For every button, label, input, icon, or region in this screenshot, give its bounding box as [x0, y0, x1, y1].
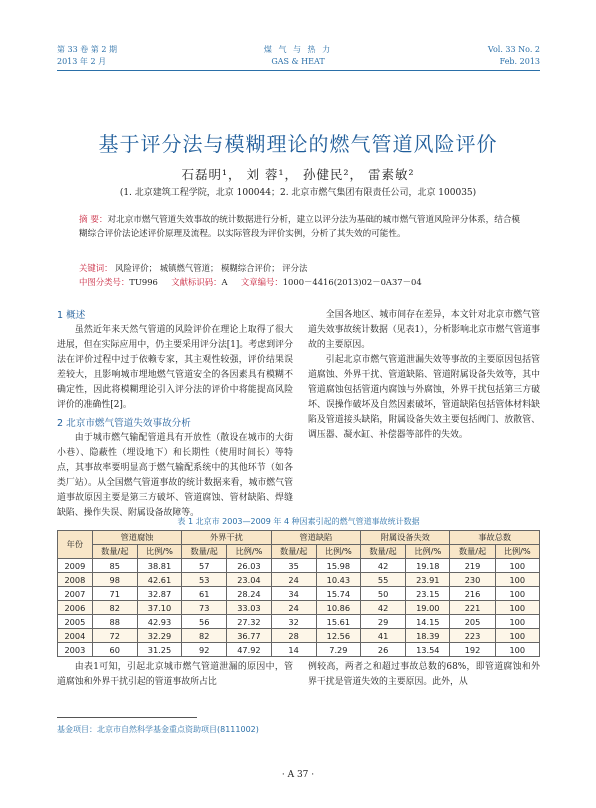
- table-cell: 41: [361, 629, 406, 643]
- table-cell: 14.15: [406, 615, 450, 629]
- page-number: · A 37 ·: [281, 770, 315, 780]
- table-row: [58, 615, 540, 629]
- volume-issue-en: Vol. 33 No. 2: [487, 45, 540, 54]
- table-cell: 15.74: [316, 587, 360, 601]
- table-cell: 27.32: [227, 615, 271, 629]
- section-1-paragraph: 虽然近年来天然气管道的风险评价在理论上取得了很大进展，但在实际应用中，仍主要采用评分法[1]。考虑到评分法在评价过程中过于依赖专家，其主观性较强，评价结果误差较大，且影响城市埋地燃气管道安全的各因素具有模糊不确定性，因此将模糊理论引入评分法的评价中将能提高风险评价的准确性[2]。: [57, 325, 293, 410]
- header-rule: [57, 70, 540, 71]
- section-2-paragraph-3: 引起北京市燃气管道泄漏失效等事故的主要原因包括管道腐蚀、外界干扰、管道缺陷、管道附属设备失效等，其中管道腐蚀包括管道内腐蚀与外腐蚀，外界干扰包括第三方破坏、误操作破坏及自然因素破坏，管道缺陷包括管体材料缺陷及管道接头缺陷，附属设备失效主要包括阀门、放散管、调压器、凝水缸、补偿器等部件的失效。: [308, 355, 540, 440]
- table-cell: 98: [92, 573, 137, 587]
- section-2-paragraph-2: 全国各地区、城市间存在差异，本文针对北京市燃气管道失效事故统计数据（见表1），分析影响北京市燃气管道事故的主要原因。: [308, 310, 540, 350]
- sub-header: 数量/起: [450, 545, 495, 559]
- table-cell: 29: [361, 615, 406, 629]
- funding-note: 基金项目：北京市自然科学基金重点资助项目(8111002): [57, 725, 259, 734]
- table-cell: 32.87: [137, 587, 181, 601]
- abstract: [79, 213, 524, 241]
- table-cell: 37.10: [137, 601, 181, 615]
- group-header: 外界干扰: [182, 531, 271, 545]
- keywords-label: 关键词：: [79, 263, 113, 273]
- table-cell: 23.04: [227, 573, 271, 587]
- date-en: Feb. 2013: [499, 57, 540, 66]
- table-cell: 12.56: [316, 629, 360, 643]
- sub-header: 数量/起: [271, 545, 316, 559]
- table-cell: 57: [182, 559, 227, 573]
- sub-header: 数量/起: [361, 545, 406, 559]
- table-cell: 73: [182, 601, 227, 615]
- article-title: 基于评分法与模糊理论的燃气管道风险评价: [98, 132, 498, 156]
- table-cell: 18.39: [406, 629, 450, 643]
- group-header: 管道缺陷: [271, 531, 360, 545]
- table-cell: 15.98: [316, 559, 360, 573]
- table-cell: 26.03: [227, 559, 271, 573]
- sub-header: 数量/起: [92, 545, 137, 559]
- volume-issue-cn: 第 33 卷 第 2 期: [57, 45, 117, 54]
- section-2-paragraph-1: 由于城市燃气输配管道具有开放性（散设在城市的大街小巷）、隐蔽性（埋设地下）和长期性（使用时间长）等特点，其事故率要明显高于燃气输配系统中的其他环节（如各类厂站）。从全国燃气管道事故的统计数据来看，城市燃气管道事故原因主要是第三方破坏、管道腐蚀、管材缺陷、焊缝缺陷、操作失误、附属设备故障等。: [57, 433, 293, 518]
- sub-header: 比例/%: [495, 545, 539, 559]
- abstract-label: 摘 要：: [79, 215, 108, 225]
- group-header: 附属设备失效: [361, 531, 450, 545]
- accident-table: [57, 530, 540, 657]
- clc-value: TU996: [129, 277, 158, 287]
- table-cell: 42.61: [137, 573, 181, 587]
- abstract-text: 对北京市燃气管道失效事故的统计数据进行分析，建立以评分法为基础的城市燃气管道风险评分体系，结合模糊综合评价法论述评价原理及流程。以实际管段为评价实例，分析了其失效的可能性。: [79, 215, 521, 239]
- table-cell: 230: [450, 573, 495, 587]
- table-cell: 42: [361, 559, 406, 573]
- after-table-text-left-span: 由表1可知，引起北京城市燃气管道泄漏的原因中，管道腐蚀和外界干扰引起的管道事故所占比: [57, 662, 293, 687]
- after-table-text-left: [57, 660, 293, 690]
- table-row: [58, 643, 540, 657]
- table-cell: 100: [495, 629, 539, 643]
- classification-line: [79, 276, 539, 289]
- sub-header: 比例/%: [316, 545, 360, 559]
- table-cell: 10.43: [316, 573, 360, 587]
- journal-name-cn: 煤 气 与 热 力: [263, 45, 333, 54]
- left-column: [57, 308, 293, 521]
- table-cell: 100: [495, 615, 539, 629]
- table-cell: 100: [495, 573, 539, 587]
- table-cell: 26: [361, 643, 406, 657]
- table-cell: 85: [92, 559, 137, 573]
- table-row: [58, 601, 540, 615]
- year-cell: 2003: [58, 643, 93, 657]
- table-cell: 24: [271, 601, 316, 615]
- journal-name-en: GAS & HEAT: [271, 57, 325, 66]
- article-no-value: 1000－4416(2013)02－0A37－04: [282, 277, 422, 287]
- table-cell: 7.29: [316, 643, 360, 657]
- section-1-heading: 1 概述: [57, 310, 86, 321]
- after-table-text-right: [308, 660, 540, 690]
- table-cell: 15.61: [316, 615, 360, 629]
- table-row: [58, 587, 540, 601]
- table-cell: 71: [92, 587, 137, 601]
- year-cell: 2005: [58, 615, 93, 629]
- table-cell: 47.92: [227, 643, 271, 657]
- table-row: [58, 559, 540, 573]
- table-cell: 100: [495, 587, 539, 601]
- table-cell: 192: [450, 643, 495, 657]
- table-caption: 表 1 北京市 2003—2009 年 4 种因素引起的燃气管道事故统计数据: [177, 517, 420, 526]
- group-header: 事故总数: [450, 531, 540, 545]
- sub-header: 比例/%: [137, 545, 181, 559]
- table-cell: 10.86: [316, 601, 360, 615]
- table-cell: 38.81: [137, 559, 181, 573]
- table-cell: 36.77: [227, 629, 271, 643]
- clc-label: 中图分类号：: [79, 277, 130, 287]
- year-column-header: 年份: [58, 531, 93, 559]
- sub-header: 数量/起: [182, 545, 227, 559]
- table-cell: 42.93: [137, 615, 181, 629]
- affiliation: (1. 北京建筑工程学院，北京 100044；2. 北京市燃气集团有限责任公司，北京 100035): [119, 188, 477, 198]
- table-cell: 14: [271, 643, 316, 657]
- table-cell: 100: [495, 643, 539, 657]
- keywords-text: 风险评价； 城镇燃气管道； 模糊综合评价； 评分法: [115, 263, 308, 273]
- table-cell: 205: [450, 615, 495, 629]
- after-table-text-right-span: 例较高，两者之和超过事故总数的68%，即管道腐蚀和外界干扰是管道失效的主要原因。此外，从: [308, 662, 540, 687]
- table-cell: 82: [182, 629, 227, 643]
- table-cell: 61: [182, 587, 227, 601]
- authors: 石磊明¹， 刘 蓉¹， 孙健民²， 雷素敏²: [181, 167, 415, 182]
- table-row: [58, 573, 540, 587]
- right-column: [308, 308, 540, 443]
- table-cell: 34: [271, 587, 316, 601]
- year-cell: 2006: [58, 601, 93, 615]
- table-cell: 100: [495, 559, 539, 573]
- table-cell: 82: [92, 601, 137, 615]
- table-cell: 92: [182, 643, 227, 657]
- table-cell: 24: [271, 573, 316, 587]
- table-cell: 50: [361, 587, 406, 601]
- year-cell: 2007: [58, 587, 93, 601]
- article-no-label: 文章编号：: [240, 277, 283, 287]
- section-2-heading: 2 北京市燃气管道失效事故分析: [57, 418, 191, 429]
- year-cell: 2009: [58, 559, 93, 573]
- year-cell: 2004: [58, 629, 93, 643]
- table-cell: 28: [271, 629, 316, 643]
- doc-code-label: 文献标识码：: [171, 277, 222, 287]
- date-cn: 2013 年 2 月: [57, 57, 107, 66]
- table-cell: 32: [271, 615, 316, 629]
- table-cell: 221: [450, 601, 495, 615]
- table-cell: 223: [450, 629, 495, 643]
- table-cell: 19.18: [406, 559, 450, 573]
- sub-header: 比例/%: [227, 545, 271, 559]
- table-cell: 60: [92, 643, 137, 657]
- table-cell: 28.24: [227, 587, 271, 601]
- table-cell: 53: [182, 573, 227, 587]
- sub-header: 比例/%: [406, 545, 450, 559]
- year-cell: 2008: [58, 573, 93, 587]
- table-cell: 56: [182, 615, 227, 629]
- table-cell: 216: [450, 587, 495, 601]
- table-cell: 32.29: [137, 629, 181, 643]
- table-cell: 72: [92, 629, 137, 643]
- table-cell: 35: [271, 559, 316, 573]
- doc-code-value: A: [221, 277, 228, 287]
- table-cell: 31.25: [137, 643, 181, 657]
- table-cell: 23.15: [406, 587, 450, 601]
- table-cell: 33.03: [227, 601, 271, 615]
- table-cell: 19.00: [406, 601, 450, 615]
- footnote-rule: [57, 717, 197, 718]
- table-cell: 42: [361, 601, 406, 615]
- table-cell: 219: [450, 559, 495, 573]
- table-cell: 23.91: [406, 573, 450, 587]
- keywords: [79, 262, 539, 275]
- table-cell: 55: [361, 573, 406, 587]
- group-header: 管道腐蚀: [92, 531, 181, 545]
- table-cell: 13.54: [406, 643, 450, 657]
- table-cell: 100: [495, 601, 539, 615]
- table-cell: 88: [92, 615, 137, 629]
- table-row: [58, 629, 540, 643]
